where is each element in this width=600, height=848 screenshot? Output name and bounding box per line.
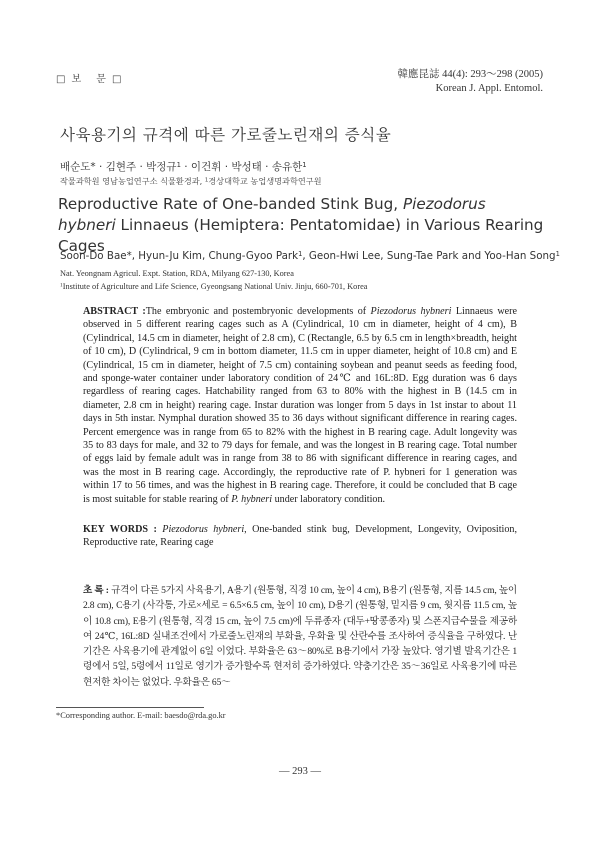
footnote-corresponding-author: *Corresponding author. E-mail: baesdo@rda.go.kr [56,711,226,720]
keywords-text: , One-banded stink bug, Development, Longevity, Oviposition, Reproductive rate, Rearing cage [83,524,517,549]
keywords-species: Piezodorus hybneri [162,524,245,535]
summary-label: 초 록 : [83,585,112,596]
abstract-species-1: Piezodorus hybneri [370,306,452,317]
authors-en-part1: Soon-Do Bae*, Hyun-Ju Kim, Chung-Gyoo Park [60,250,299,262]
affil-ko-sup: 1 [204,177,209,184]
abstract-text-2: Linnaeus were observed in 5 different rearing cages such as A (Cylindrical, 10 cm in diameter, height of 4 cm), B (Cylindrical, 14.5 cm in diameter, height of 2.8 cm), C (Rectangle, 6.5 by 6.5 cm in length×breadth, height of 10 cm), D (Cylindrical, 9 cm in bottom diameter, 11.5 cm in upper diameter, height of 10.8 cm) and E (Cylindrical, 15 cm in diameter, height of 7.5 cm) containing soybean and peanut seeds as feeding food, and sponge-water container under laboratory condition of 24℃ and 16L:8D. Egg duration was 6 days regardless of rearing cages. Hatchability ranged from 63 to 80% with the highest in B (14.5 cm in diameter, 2.8 cm in height) rearing cage. Instar duration was longer from 5 days in 1st instar to about 11 days in 5th instar. Nymphal duration showed 35 to 36 days without significant difference in rearing cages. Percent emergence was in range from 65 to 82% with the highest in B rearing cage. Adult longevity was 35 to 83 days for male, and 32 to 79 days for female, and was the longest in B rearing cage. Total number of eggs laid by female adult was in range from 38 to 86 with significant difference in rearing cages, and was the most in B rearing cage. Accordingly, the reproductive rate of P. hybneri for 1 generation was within 17 to 56 times, and was the highest in B rearing cage. Therefore, it could be concluded that B cage is most suitable for stable rearing of [83,306,517,505]
summary-text: 규격이 다른 5가지 사육용기, A용기 (원통형, 직경 10 cm, 높이 4 cm), B용기 (원통형, 지름 14.5 cm, 높이 2.8 cm), C용기 (사각통, 가로×세로 = 6.5×6.5 cm, 높이 10 cm), D용기 (원통형, 밑지름 9 cm, 윗지름 11.5 cm, 높이 10.8 cm), E용기 (원통형, 직경 15 cm, 높이 7.5 cm)에 두류종자 (대두+땅콩종자) 및 스폰지급수물을 제공하여 24℃, 16L:8D 실내조건에서 가로줄노린재의 부화율, 우화율 및 산란수를 조사하여 증식율을 구하였다. 난기간은 사육용기에 관계없이 6일 이었다. 부화율은 63～80%로 B용기에서 가장 높았다. 영기별 발육기간은 1령에서 5일, 5령에서 11일로 영기가 증가할수록 현저히 증가하였다. 약충기간은 35～36일로 사육용기에 따른 현저한 차이는 없었다. 우화율은 65～ [83,585,517,688]
abstract-text-3: under laboratory condition. [272,493,386,505]
affil-en-line1: Nat. Yeongnam Agricul. Expt. Station, RDA, Milyang 627-130, Korea [60,269,294,278]
title-en-part2: Linnaeus (Hemiptera: Pentatomidae) in Various Rearing Cages [58,216,544,255]
authors-ko-sup1: 1 [176,160,181,169]
abstract-label: ABSTRACT : [83,306,146,317]
affiliation-english [60,268,367,293]
title-english [58,194,548,257]
keywords-label: KEY WORDS : [83,524,163,535]
authors-en-part2: , Geon-Hwi Lee, Sung-Tae Park and Yoo-Han Song [302,250,556,262]
summary-korean [83,583,517,690]
affil-ko-part1: 작물과학원 영남농업연구소 식물환경과, [60,176,205,186]
journal-name-ko: 韓應昆誌 44(4): 293～298 (2005) [397,69,543,80]
title-en-part1: Reproductive Rate of One-banded Stink Bug, [58,195,403,213]
keywords [83,523,517,550]
page-number: — 293 — [279,766,321,777]
authors-english [60,250,560,262]
abstract [83,305,517,506]
authors-ko-part2: · 이건휘 · 박성태 · 송유한 [180,161,303,173]
section-label: □보 문□ [56,74,128,85]
authors-en-sup1: 1 [298,250,303,258]
authors-korean [60,159,307,174]
authors-ko-sup2: 1 [302,160,307,169]
journal-citation [397,68,543,96]
authors-en-sup2: 1 [555,250,560,258]
footnote-divider [56,707,204,708]
affil-en-line2-wrap [60,281,367,294]
journal-name-en: Korean J. Appl. Entomol. [435,83,543,94]
affiliation-korean [60,176,322,187]
abstract-text-1: The embryonic and postembryonic developments of [145,306,371,317]
affil-ko-part2: 경상대학교 농업생명과학연구원 [208,176,322,186]
affil-en-sup: 1 [60,282,63,289]
title-en-species: Piezodorus hybneri [58,195,486,234]
affil-en-line2: Institute of Agriculture and Life Science, Gyeongsang National Univ. Jinju, 660-701, Korea [62,281,368,291]
title-korean: 사육용기의 규격에 따른 가로줄노린재의 증식율 [60,126,392,144]
authors-ko-part1: 배순도* · 김현주 · 박정규 [60,161,177,173]
abstract-species-2: P. hybneri [231,493,273,505]
